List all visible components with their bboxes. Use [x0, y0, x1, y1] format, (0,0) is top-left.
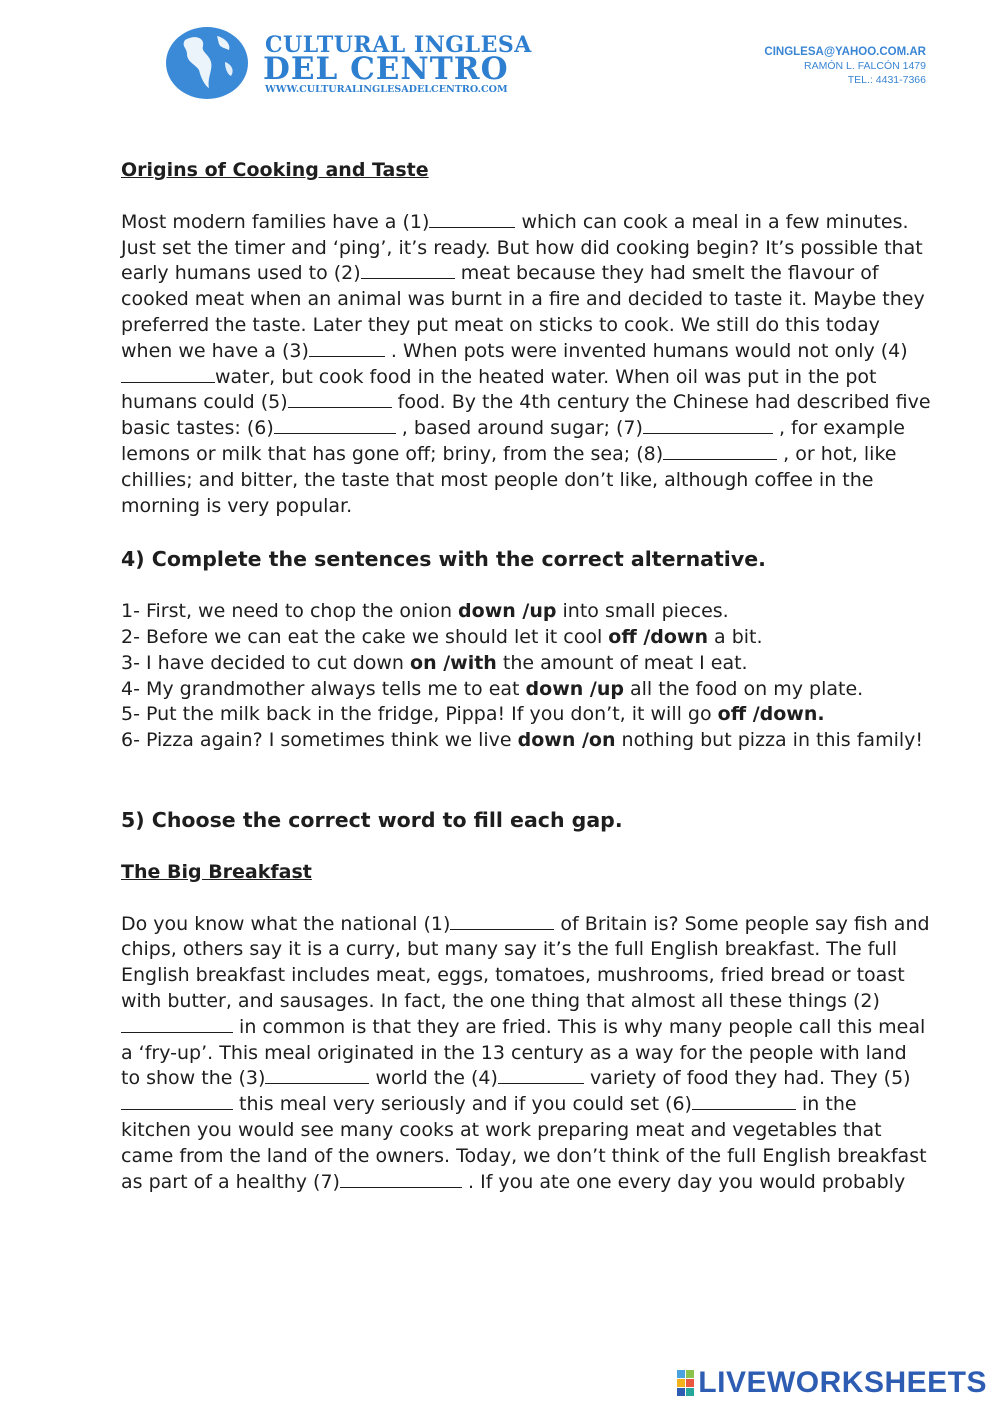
option-choice[interactable]: on /with: [410, 651, 497, 674]
gap-input[interactable]: [121, 1016, 233, 1033]
gap-input[interactable]: [309, 340, 385, 357]
gap-input[interactable]: [265, 1067, 369, 1084]
list-item: 6- Pizza again? I sometimes think we live down /on nothing but pizza in this family!: [121, 729, 923, 752]
contact-email: CINGLESA@YAHOO.COM.AR: [764, 46, 926, 58]
list-item: 3- I have decided to cut down on /with the amount of meat I eat.: [121, 651, 748, 674]
contact-address: RAMÓN L. FALCÓN 1479: [804, 60, 926, 72]
brand-url: WWW.CULTURALINGLESADELCENTRO.COM: [265, 84, 508, 95]
gap-input[interactable]: [288, 391, 392, 408]
option-choice[interactable]: down /up: [458, 600, 557, 623]
section3-title: Origins of Cooking and Taste: [121, 159, 429, 181]
liveworksheets-brand: LIVEWORKSHEETS: [698, 1366, 987, 1399]
gap-input[interactable]: [429, 211, 515, 228]
contact-block: [764, 45, 926, 87]
list-item: 5- Put the milk back in the fridge, Pippa! If you don’t, it will go off /down.: [121, 703, 825, 726]
option-choice[interactable]: off /down: [608, 625, 708, 648]
gap-input[interactable]: [274, 417, 396, 434]
section3-paragraph: Most modern families have a (1) which can cook a meal in a few minutes. Just set the timer and ‘ping’, it’s ready. But how did cooking begin? It’s possible that early humans used to (2) meat because they had smelt the flavour of cooked meat when an animal was burnt in a fire and decided to taste it. Maybe they preferred the taste. Later they put meat on sticks to cook. We still do this today when we have a (3) . When pots were invented humans would not only (4) water, but cook food in the heated water. When oil was put in the pot humans could (5) food. By the 4th century the Chinese had described five basic tastes: (6) , based around sugar; (7) , for example lemons or milk that has gone off; briny, from the sea; (8) , or hot, like chillies; and bitter, the taste that most people don’t like, although coffee in the morning is very popular.: [121, 210, 931, 517]
option-choice[interactable]: off /down.: [717, 703, 825, 726]
brand-line-1: CULTURAL INGLESA: [265, 32, 532, 58]
section5-title: The Big Breakfast: [121, 860, 312, 883]
option-choice[interactable]: down /up: [525, 677, 624, 700]
option-choice[interactable]: down /on: [517, 729, 616, 752]
section5-paragraph: Do you know what the national (1) of Britain is? Some people say fish and chips, others say it is a curry, but many say it’s the full English breakfast. The full English breakfast includes meat, eggs, tomatoes, mushrooms, fried bread or toast with butter, and sausages. In fact, the one thing that almost all these things (2) in common is that they are fried. This is why many people call this meal a ‘fry-up’. This meal originated in the 13 century as a way for the people with land to show the (3) world the (4) variety of food they had. They (5) this meal very seriously and if you could set (6) in the kitchen you would see many cooks at work preparing meat and vegetables that came from the land of the owners. Today, we don’t think of the full English breakfast as part of a healthy (7) . If you ate one every day you would probably: [121, 912, 930, 1193]
contact-phone: TEL.: 4431-7366: [847, 74, 926, 86]
gap-input[interactable]: [498, 1067, 584, 1084]
gap-input[interactable]: [450, 913, 554, 930]
section5-heading: 5) Choose the correct word to fill each gap.: [121, 807, 623, 832]
section4-list: [121, 599, 931, 754]
list-item: 1- First, we need to chop the onion down /up into small pieces.: [121, 600, 729, 623]
gap-input[interactable]: [692, 1093, 796, 1110]
school-logo: [165, 24, 532, 104]
gap-input[interactable]: [121, 1093, 233, 1110]
list-item: 4- My grandmother always tells me to eat down /up all the food on my plate.: [121, 677, 864, 700]
gap-input[interactable]: [361, 262, 455, 279]
brand-line-2: DEL CENTRO: [263, 51, 509, 87]
liveworksheets-footer: [677, 1366, 987, 1400]
gap-input[interactable]: [643, 417, 773, 434]
liveworksheets-logo-icon: [677, 1370, 694, 1396]
list-item: 2- Before we can eat the cake we should let it cool off /down a bit.: [121, 625, 763, 648]
section4-heading: 4) Complete the sentences with the correct alternative.: [121, 547, 766, 572]
globe-icon: [165, 26, 249, 100]
gap-input[interactable]: [340, 1171, 462, 1188]
gap-input[interactable]: [663, 443, 777, 460]
worksheet-content: [121, 158, 931, 1195]
gap-input[interactable]: [121, 366, 215, 383]
